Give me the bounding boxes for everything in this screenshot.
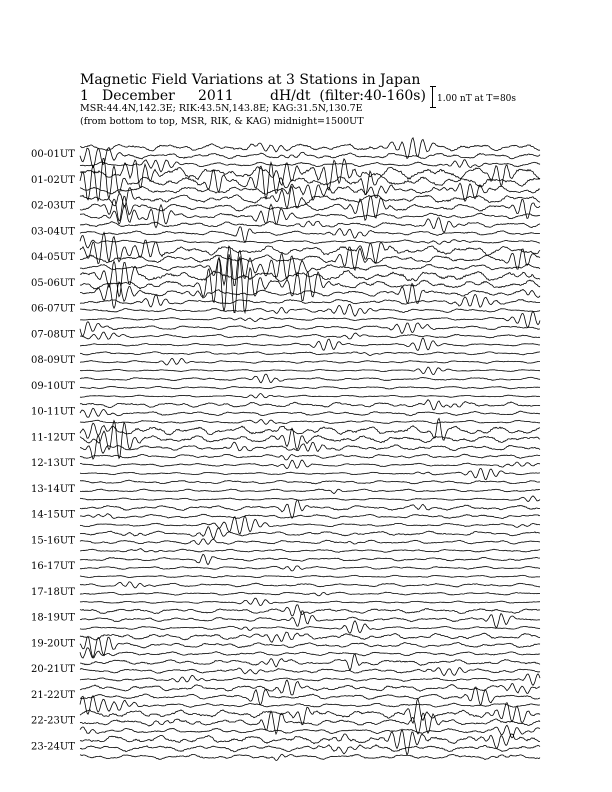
hour-label: 03-04UT [31, 226, 75, 238]
hour-label: 07-08UT [31, 329, 75, 341]
trace-msr [80, 420, 540, 425]
trace-rik [80, 489, 540, 494]
hour-label: 16-17UT [31, 561, 75, 573]
hour-label: 01-02UT [31, 174, 75, 186]
trace-msr [80, 648, 540, 658]
trace-kag [80, 632, 540, 642]
trace-msr [80, 394, 540, 398]
hour-label: 02-03UT [31, 200, 75, 212]
trace-msr [80, 338, 540, 351]
hour-label: 11-12UT [31, 432, 75, 444]
trace-msr [80, 312, 540, 328]
trace-kag [80, 527, 540, 539]
hour-label: 12-13UT [31, 458, 75, 470]
trace-kag [80, 654, 540, 670]
trace-kag [80, 480, 540, 484]
date-day: 1 [80, 88, 89, 104]
hour-label: 14-15UT [31, 509, 75, 521]
trace-msr [80, 367, 540, 375]
trace-msr [80, 575, 540, 578]
trace-msr [80, 549, 540, 553]
trace-rik [80, 304, 540, 316]
trace-rik [80, 668, 540, 676]
hour-label: 13-14UT [31, 483, 75, 495]
trace-msr [80, 674, 540, 686]
trace-rik [80, 514, 540, 519]
trace-msr [80, 183, 540, 201]
trace-kag [80, 729, 540, 755]
trace-rik [80, 687, 540, 705]
trace-msr [80, 468, 540, 479]
trace-kag [80, 218, 540, 233]
trace-msr [80, 496, 540, 502]
station-coordinates: MSR:44.4N,142.3E; RIK:43.5N,143.8E; KAG:31.5N,130.7E [80, 103, 363, 114]
hour-label: 22-23UT [31, 715, 75, 727]
hour-label: 19-20UT [31, 638, 75, 650]
trace-msr [80, 598, 540, 605]
filter-label: (filter:40-160s) [319, 88, 426, 104]
trace-rik [80, 227, 540, 243]
scale-label: 1.00 nT at T=80s [437, 94, 517, 104]
trace-order-note: (from bottom to top, MSR, RIK, & KAG) midnight=1500UT [80, 116, 364, 127]
trace-rik [80, 332, 540, 339]
trace-msr [80, 754, 540, 760]
hour-label: 09-10UT [31, 380, 75, 392]
trace-kag [80, 605, 540, 616]
trace-kag [80, 680, 540, 695]
trace-kag [80, 400, 540, 410]
trace-kag [80, 582, 540, 588]
trace-msr [80, 725, 540, 738]
trace-msr [80, 236, 540, 248]
trace-rik [80, 421, 540, 459]
hour-label: 21-22UT [31, 689, 75, 701]
trace-kag [80, 322, 540, 336]
hour-label: 06-07UT [31, 303, 75, 315]
date-year: 2011 [198, 88, 234, 104]
trace-kag [80, 554, 540, 564]
trace-kag [80, 699, 540, 725]
trace-rik [80, 745, 540, 754]
chart-title: Magnetic Field Variations at 3 Stations in Japan [80, 72, 421, 88]
trace-rik [80, 460, 540, 469]
hour-label: 20-21UT [31, 664, 75, 676]
trace-kag [80, 374, 540, 383]
hour-label: 04-05UT [31, 252, 75, 264]
hour-label: 23-24UT [31, 741, 75, 753]
trace-rik [80, 358, 540, 365]
trace-kag [80, 294, 540, 307]
trace-kag [80, 233, 540, 264]
trace-kag [80, 352, 540, 356]
trace-rik [80, 539, 540, 545]
hour-label: 10-11UT [31, 406, 75, 418]
trace-msr [80, 621, 540, 634]
trace-rik [80, 386, 540, 389]
trace-rik [80, 408, 540, 417]
hour-label: 05-06UT [31, 277, 75, 289]
trace-kag [80, 454, 540, 460]
date-month: December [102, 88, 175, 104]
trace-rik [80, 566, 540, 571]
hour-label: 18-19UT [31, 612, 75, 624]
hour-label: 08-09UT [31, 355, 75, 367]
trace-rik [80, 592, 540, 596]
hour-label: 17-18UT [31, 586, 75, 598]
hour-label: 00-01UT [31, 149, 75, 161]
trace-msr [80, 516, 540, 534]
quantity-label: dH/dt [270, 88, 311, 104]
hour-label: 15-16UT [31, 535, 75, 547]
